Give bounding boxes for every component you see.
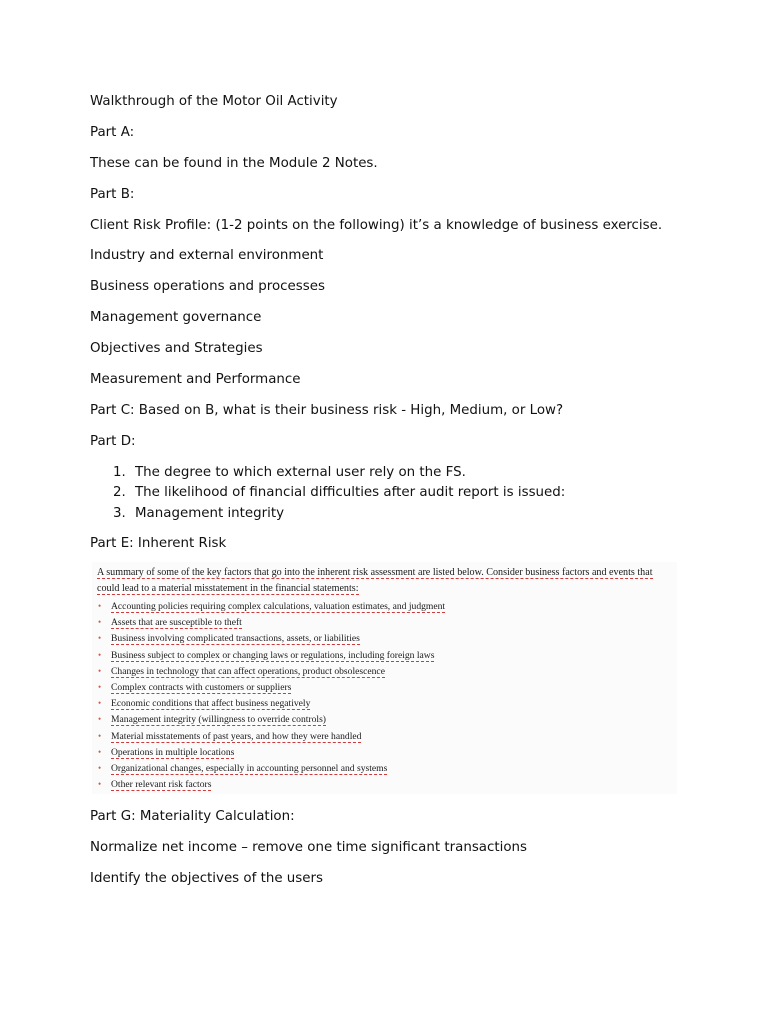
bullet-icon: • [98,730,102,741]
bullet-icon: • [98,779,102,790]
bullet-icon: • [98,633,102,644]
document-body [90,93,690,566]
list-item: • Business subject to complex or changing laws or regulations, including foreign laws [98,647,445,663]
list-item [90,505,690,523]
bullet-icon: • [98,714,102,725]
part-d-heading: Part D: [90,433,136,449]
list-text: The degree to which external user rely on the FS. [135,464,466,480]
list-item: • Complex contracts with customers or suppliers [98,679,445,695]
document-body-continued [90,808,690,901]
list-item: • Assets that are susceptible to theft [98,614,445,630]
excerpt-intro-line: could lead to a material misstatement in the financial statements: [97,583,359,594]
profile-item: Industry and external environment [90,248,324,264]
excerpt-intro-line: A summary of some of the key factors that go into the inherent risk assessment are listed below. Consider business factors and events that [97,567,653,578]
list-item: • Organizational changes, especially in accounting personnel and systems [98,760,445,776]
bullet-icon: • [98,762,102,773]
part-g-heading: Part G: Materiality Calculation: [90,809,295,824]
inherent-risk-excerpt-image [92,562,677,794]
list-number: 3. [113,505,126,521]
list-item: • Material misstatements of past years, and how they were handled [98,728,445,744]
part-e-heading: Part E: Inherent Risk [90,535,227,551]
list-number: 2. [113,485,126,501]
list-text: Management integrity [135,505,285,521]
profile-item: Measurement and Performance [90,372,301,388]
profile-item: Management governance [90,310,262,326]
list-item: • Other relevant risk factors [98,776,445,792]
list-item: • Business involving complicated transactions, assets, or liabilities [98,630,445,646]
bullet-icon: • [98,746,102,757]
bullet-icon: • [98,681,102,692]
list-number: 1. [113,464,126,480]
list-item [90,484,690,502]
list-item [90,464,690,482]
document-title: Walkthrough of the Motor Oil Activity [90,94,338,109]
bullet-icon: • [98,617,102,628]
list-item: • Changes in technology that can affect operations, product obsolescence [98,663,445,679]
list-text: The likelihood of financial difficulties after audit report is issued: [135,485,566,501]
bullet-icon: • [98,649,102,660]
part-d-list [90,464,690,523]
bullet-icon: • [98,601,102,611]
profile-item: Objectives and Strategies [90,341,263,357]
list-item: • Operations in multiple locations [98,744,445,760]
risk-factor-list [98,598,445,792]
excerpt-intro [97,565,667,597]
part-a-text: These can be found in the Module 2 Notes. [90,155,378,171]
list-item: • Economic conditions that affect business negatively [98,695,445,711]
list-item: • Accounting policies requiring complex calculations, valuation estimates, and judgment [98,598,445,614]
part-g-text: Identify the objectives of the users [90,870,323,886]
profile-item: Business operations and processes [90,279,325,295]
part-b-heading: Part B: [90,186,135,202]
part-a-heading: Part A: [90,124,135,140]
bullet-icon: • [98,665,102,676]
client-risk-profile: Client Risk Profile: (1-2 points on the following) it’s a knowledge of business exercise. [90,217,663,233]
bullet-icon: • [98,698,102,709]
list-item: • Management integrity (willingness to override controls) [98,711,445,727]
part-g-text: Normalize net income – remove one time significant transactions [90,839,527,855]
part-c-text: Part C: Based on B, what is their business risk - High, Medium, or Low? [90,402,564,418]
